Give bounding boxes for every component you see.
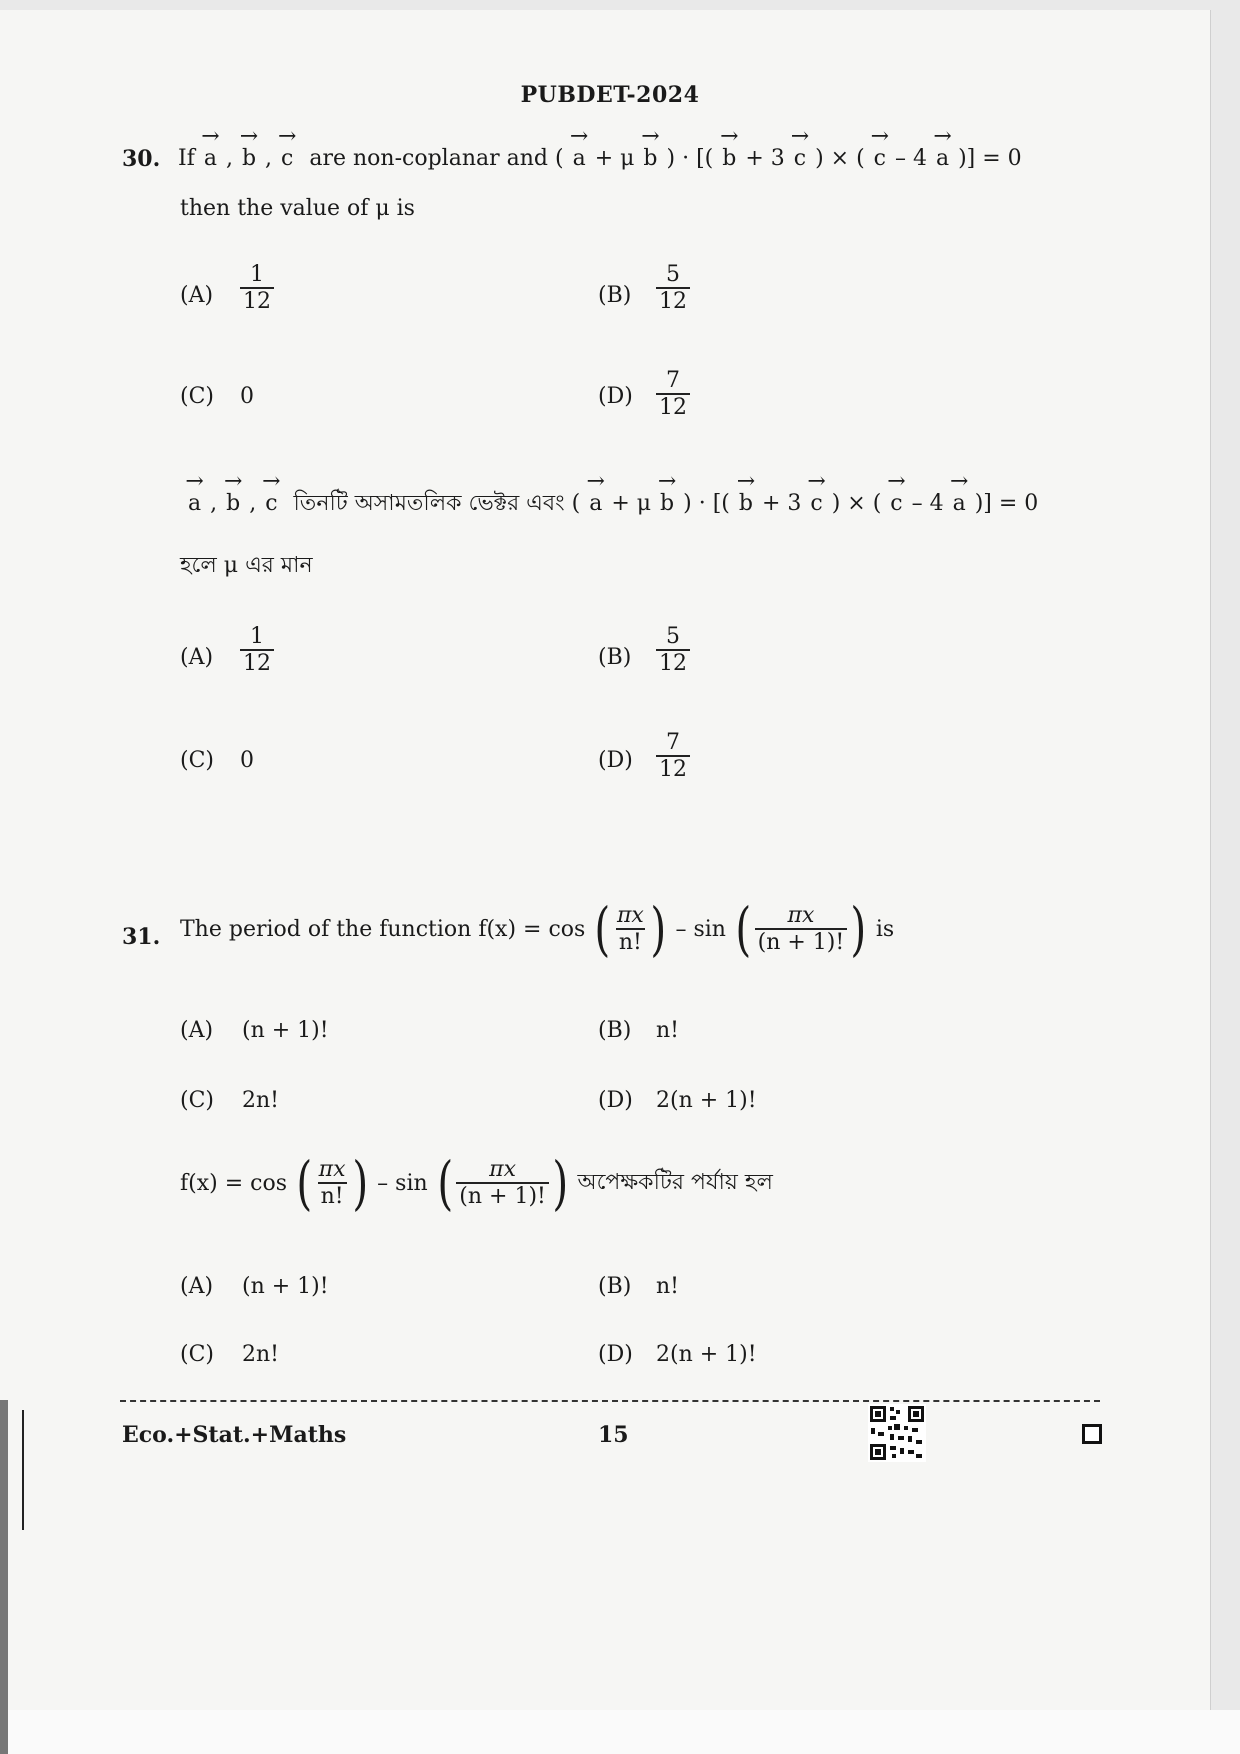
question-31-number: 31. [122, 924, 161, 950]
square-marker-icon [1082, 1424, 1102, 1444]
vector-c: → c [279, 146, 295, 171]
question-31-stem-bn: f(x) = cos ( $\frac{\pi x}{n!}$ ) – sin ( $\frac{\pi x}{(n + 1)!}$ ) অপেক্ষকটির পর্যায় হল [180, 1149, 773, 1217]
question-30-line2-bn: হলে μ এর মান [180, 553, 313, 578]
q30-bn-option-c-label: (C) [180, 748, 214, 773]
q31-option-d-label: (D) [598, 1088, 633, 1113]
q30-option-d-value: $\frac{7}{12}$ [656, 368, 690, 420]
question-30-number: 30. [122, 146, 161, 172]
q31-bn-option-a-label: (A) [180, 1274, 214, 1299]
paper-sheet [0, 10, 1211, 1710]
q30-bn-text: তিনটি অসামতলিক ভেক্টর এবং [293, 491, 565, 516]
footer-page-number: 15 [598, 1422, 629, 1448]
q31-bn-option-c-value: 2n! [242, 1342, 280, 1367]
q31-option-a-label: (A) [180, 1018, 214, 1043]
q30-option-a-value: $\frac{1}{12}$ [240, 262, 274, 314]
q31-option-d-value: 2(n + 1)! [656, 1088, 757, 1113]
q31-bn-option-c-label: (C) [180, 1342, 214, 1367]
vector-a: → a [202, 146, 219, 171]
q31-bn-option-a-value: (n + 1)! [242, 1274, 329, 1299]
scan-mark [22, 1410, 24, 1530]
q30-option-c-label: (C) [180, 384, 214, 409]
q31-option-c-value: 2n! [242, 1088, 280, 1113]
q30-option-b-value: $\frac{5}{12}$ [656, 262, 690, 314]
q30-bn-option-b-value: $\frac{5}{12}$ [656, 624, 690, 676]
question-30-stem-bn: → a , → b , → c তিনটি অসামতলিক ভেক্টর এবং ( → a + μ → b ) · [( → b + 3 → c ) × ( → c – 4 → a )] = 0 [186, 486, 1038, 523]
q30-option-a-label: (A) [180, 283, 214, 308]
vector-b: → b [240, 146, 258, 171]
footer-rule [120, 1400, 1100, 1402]
qr-code-icon [868, 1404, 926, 1462]
q30-bn-option-a-label: (A) [180, 645, 214, 670]
q30-option-d-label: (D) [598, 384, 633, 409]
q30-option-c-value: 0 [240, 384, 254, 409]
q31-bn-option-b-label: (B) [598, 1274, 632, 1299]
q31-is: is [875, 916, 895, 942]
q31-option-b-label: (B) [598, 1018, 632, 1043]
question-30-stem-en: If → a , → b , → c are non-coplanar and ( → a + μ → b ) · [( → b + 3 → c ) × ( → c – 4 → a )] = 0 [178, 146, 1022, 171]
q30-option-b-label: (B) [598, 283, 632, 308]
page-header: PUBDET-2024 [520, 82, 700, 108]
q31-option-a-value: (n + 1)! [242, 1018, 329, 1043]
scan-edge [0, 1400, 8, 1754]
q30-bn-option-d-value: $\frac{7}{12}$ [656, 730, 690, 782]
question-31-stem-en: The period of the function f(x) = cos ( $\frac{\pi x}{n!}$ ) – sin ( $\frac{\pi x}{(n + 1)!}$ ) is [180, 895, 895, 963]
question-30-line2-en: then the value of μ is [180, 196, 415, 221]
q31-option-c-label: (C) [180, 1088, 214, 1113]
q30-mid: are non-coplanar and [309, 146, 548, 171]
q30-bn-option-a-value: $\frac{1}{12}$ [240, 624, 274, 676]
q30-bn-option-c-value: 0 [240, 748, 254, 773]
q31-bn-option-d-value: 2(n + 1)! [656, 1342, 757, 1367]
q31-bn-suffix: অপেক্ষকটির পর্যায় হল [577, 1169, 773, 1195]
q31-bn-prefix: f(x) = cos [180, 1170, 287, 1196]
q31-bn-option-d-label: (D) [598, 1342, 633, 1367]
q31-minus-sin: – sin [675, 916, 726, 942]
q30-if: If [178, 146, 195, 171]
q30-bn-option-d-label: (D) [598, 748, 633, 773]
q31-option-b-value: n! [656, 1018, 680, 1043]
footer-subject: Eco.+Stat.+Maths [122, 1422, 347, 1448]
q31-text: The period of the function f(x) = cos [180, 916, 586, 942]
page-margin [0, 1710, 1240, 1754]
q31-bn-option-b-value: n! [656, 1274, 680, 1299]
q30-bn-option-b-label: (B) [598, 645, 632, 670]
